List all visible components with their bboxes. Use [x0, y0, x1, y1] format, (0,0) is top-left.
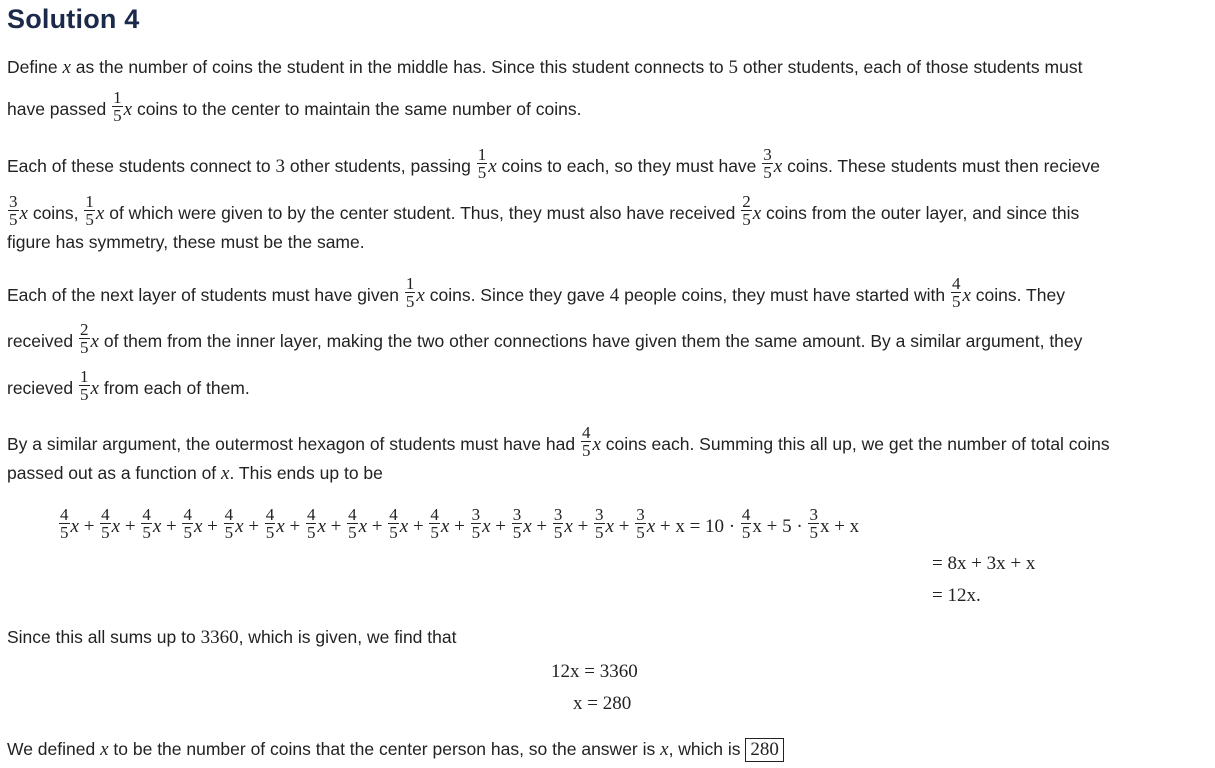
paragraph-1-line-2 [7, 88, 582, 128]
math-var: x [111, 515, 121, 537]
math-var: x [962, 285, 971, 307]
paragraph-6 [7, 738, 784, 762]
sum-term-fraction: $\frac{3}{5}$ [636, 505, 645, 542]
math-var: x [592, 434, 601, 456]
text: figure has symmetry, these must be the same. [7, 232, 365, 252]
paragraph-5 [7, 626, 456, 649]
text: Each of the next layer of students must have given [7, 285, 400, 306]
math-var: x [440, 515, 450, 537]
plus-sign: + [408, 515, 429, 537]
plus-sign: + [449, 515, 470, 537]
plus-sign: + [572, 515, 594, 537]
math-var: x [564, 515, 573, 537]
math-var: x [646, 515, 656, 537]
text: Each of these students connect to [7, 156, 271, 177]
math-number: 4 [609, 285, 620, 307]
plus-sign: + [284, 515, 305, 537]
text: coins, [32, 203, 79, 224]
math-var: x [752, 203, 762, 225]
sum-terms [58, 505, 660, 542]
sum-equation-line-1 [58, 505, 860, 545]
math-number: 3 [275, 156, 286, 178]
math-var: x [660, 739, 669, 760]
plus-sign: + [325, 515, 347, 537]
text: recieved [7, 378, 74, 399]
math-var: x [193, 515, 203, 537]
text: coins each. Summing this all up, we get the number of total coins [605, 434, 1110, 455]
paragraph-4-line-1 [7, 423, 1110, 463]
math-var: x [317, 515, 326, 537]
text: received [7, 331, 74, 352]
text: coins to the center to maintain the same number of coins. [136, 99, 582, 120]
plus-sign: + [243, 515, 264, 537]
fraction: $\frac{1}{5}$ [80, 367, 89, 404]
fraction: $\frac{4}{5}$ [741, 505, 751, 542]
fraction: $\frac{3}{5}$ [809, 505, 818, 542]
text: as the number of coins the student in the middle has. Since this student connects to [75, 57, 724, 77]
math-var: x [221, 463, 230, 484]
text: of them from the inner layer, making the two other connections have given them the same amount. By a similar argument, they [103, 331, 1083, 352]
math-var: x [70, 515, 79, 537]
text: . This ends up to be [229, 463, 383, 483]
text: other students, passing [289, 156, 471, 177]
math-var: x [482, 515, 491, 537]
paragraph-2-line-1 [7, 145, 1101, 185]
text: have passed [7, 99, 107, 120]
math-var: x [152, 515, 162, 537]
plus-sign: + [202, 515, 223, 537]
eq-text: x + 5 · [752, 515, 803, 537]
sum-term-fraction: $\frac{3}{5}$ [512, 505, 522, 542]
fraction: $\frac{1}{5}$ [85, 192, 94, 229]
solve-line-1: 12x = 3360 [551, 661, 638, 682]
math-var: x [605, 515, 614, 537]
paragraph-4-line-2 [7, 462, 383, 485]
math-var: x [399, 515, 409, 537]
fraction: $\frac{3}{5}$ [763, 145, 772, 182]
text: , which is given, we find that [238, 627, 457, 647]
math-var: x [62, 57, 71, 78]
math-var: x [90, 331, 99, 353]
sum-term-fraction: $\frac{3}{5}$ [471, 505, 481, 542]
text: By a similar argument, the outermost hexagon of students must have had [7, 434, 576, 455]
math-var: x [100, 739, 109, 760]
fraction: $\frac{4}{5}$ [581, 423, 591, 460]
sum-term-fraction: $\frac{4}{5}$ [389, 505, 398, 542]
text: Define [7, 57, 58, 77]
fraction: $\frac{4}{5}$ [951, 274, 961, 311]
paragraph-3-line-2 [7, 320, 1083, 360]
boxed-answer: 280 [745, 738, 784, 762]
sum-equation-line-2: = 8x + 3x + x [932, 553, 1036, 574]
paragraph-1-line-1 [7, 56, 1082, 79]
math-var: x [488, 156, 497, 178]
text: coins to each, so they must have [501, 156, 757, 177]
math-var: x [235, 515, 244, 537]
plus-sign: + [531, 515, 552, 537]
fraction: $\frac{1}{5}$ [113, 88, 122, 125]
sum-term-fraction: $\frac{4}{5}$ [430, 505, 439, 542]
text: We defined [7, 739, 96, 759]
sum-equation-line-3: = 12x. [932, 585, 981, 606]
fraction: $\frac{1}{5}$ [405, 274, 415, 311]
math-var: x [416, 285, 425, 307]
sum-term-fraction: $\frac{3}{5}$ [595, 505, 604, 542]
solve-line-2: x = 280 [573, 693, 632, 714]
sum-term-fraction: $\frac{4}{5}$ [101, 505, 110, 542]
text: coins. These students must then recieve [787, 156, 1101, 177]
text: from each of them. [103, 378, 250, 399]
text: coins from the outer layer, and since this [766, 203, 1080, 224]
fraction: $\frac{1}{5}$ [477, 145, 487, 182]
sum-term-fraction: $\frac{4}{5}$ [60, 505, 69, 542]
math-var: x [95, 203, 105, 225]
math-var: x [123, 99, 133, 121]
text: other students, each of those students must [742, 57, 1083, 77]
fraction: $\frac{3}{5}$ [9, 192, 18, 229]
fraction: $\frac{2}{5}$ [80, 320, 89, 357]
sum-term-fraction: $\frac{3}{5}$ [553, 505, 563, 542]
sum-term-fraction: $\frac{4}{5}$ [183, 505, 192, 542]
paragraph-3-line-1 [7, 274, 1065, 314]
plus-sign: + [120, 515, 141, 537]
math-var: x [90, 378, 99, 400]
math-var: x [358, 515, 368, 537]
plus-sign: + [161, 515, 182, 537]
plus-sign: + [78, 515, 100, 537]
fraction: $\frac{2}{5}$ [742, 192, 751, 229]
solution-title: Solution 4 [7, 4, 140, 34]
sum-term-fraction: $\frac{4}{5}$ [142, 505, 151, 542]
sum-term-fraction: $\frac{4}{5}$ [306, 505, 316, 542]
math-var: x [19, 203, 28, 225]
plus-sign: + [367, 515, 388, 537]
sum-term-fraction: $\frac{4}{5}$ [224, 505, 234, 542]
text: of which were given to by the center student. Thus, they must also have received [109, 203, 736, 224]
text: coins. Since they gave [429, 285, 605, 306]
text: , which is [668, 739, 741, 759]
plus-sign: + [490, 515, 511, 537]
eq-text: + x = 10 · [659, 515, 736, 537]
math-number: 3360 [200, 627, 239, 648]
sum-term-fraction: $\frac{4}{5}$ [265, 505, 275, 542]
plus-sign: + [613, 515, 635, 537]
text: coins. They [975, 285, 1065, 306]
sum-term-fraction: $\frac{4}{5}$ [348, 505, 357, 542]
paragraph-2-line-2 [7, 192, 1080, 232]
math-var: x [773, 156, 783, 178]
text: people coins, they must have started with [624, 285, 946, 306]
paragraph-2-line-3 [7, 231, 365, 253]
math-number: 5 [728, 57, 739, 78]
math-var: x [523, 515, 532, 537]
text: to be the number of coins that the center person has, so the answer is [113, 739, 656, 759]
math-var: x [276, 515, 285, 537]
text: passed out as a function of [7, 463, 217, 483]
paragraph-3-line-3 [7, 367, 250, 407]
eq-text: x + x [819, 515, 860, 537]
text: Since this all sums up to [7, 627, 196, 647]
